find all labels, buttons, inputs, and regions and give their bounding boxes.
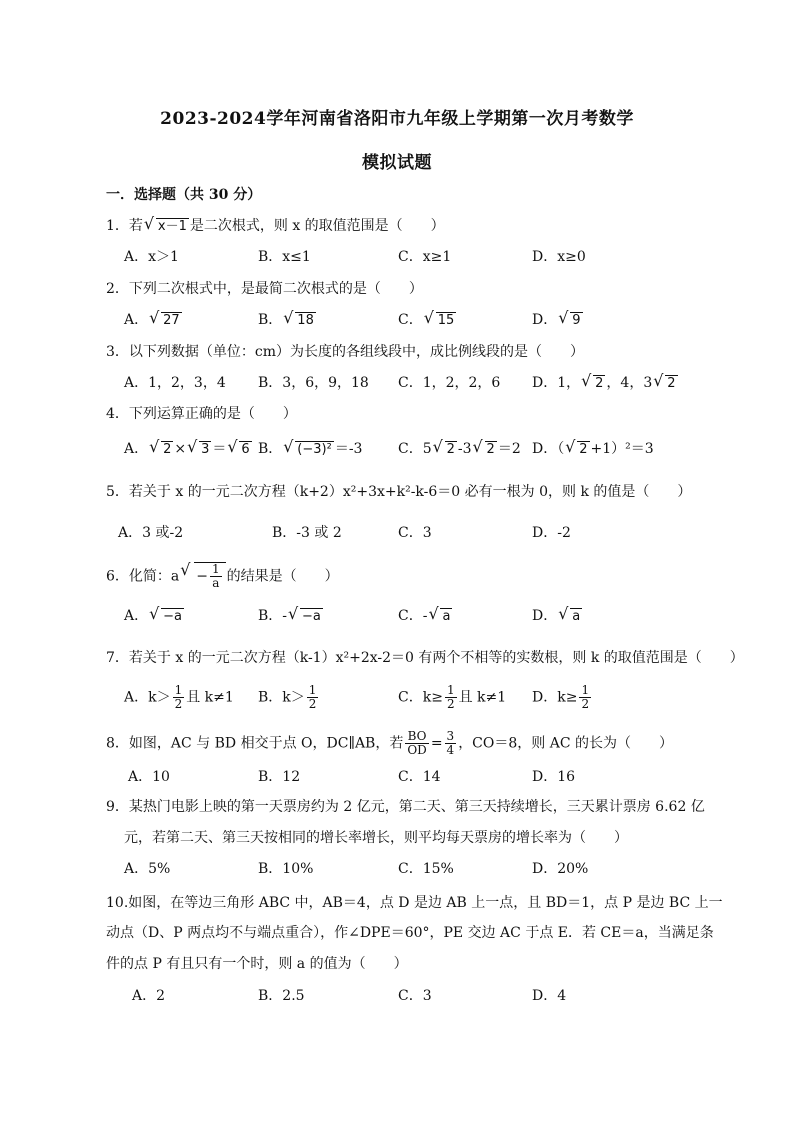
question-number: 9． [106, 799, 129, 815]
question-number: 10. [106, 895, 129, 911]
sqrt-fraction: √ − $\frac{1}{a}$ [180, 562, 225, 590]
question-1: 1．若√ x－1 是二次根式，则 x 的取值范围是（ ） [106, 216, 445, 237]
question-9-line-2: 元，若第二天、第三天按相同的增长率增长，则平均每天票房的增长率为（ ） [124, 830, 628, 846]
option-c: C．3 [398, 988, 432, 1004]
section-heading: 一．选择题（共 30 分） [106, 187, 262, 203]
option-c: C．5√ 2 -3√ 2 ＝2 [398, 439, 521, 460]
option-d: D．20% [532, 861, 589, 877]
question-10-line-3: 件的点 P 有且只有一个时，则 a 的值为（ ） [106, 956, 408, 972]
question-number: 2． [106, 281, 129, 297]
question-10-line-2: 动点（D、P 两点均不与端点重合），作∠DPE＝60°，PE 交边 AC 于点 E．若 CE＝a，当满足条 [106, 925, 714, 941]
option-a: A．10 [128, 769, 170, 785]
option-c: C．√ 15 [398, 310, 457, 331]
question-number: 8． [106, 735, 129, 752]
option-c: C．14 [398, 769, 441, 785]
question-3: 3．以下列数据（单位：cm）为长度的各组线段中，成比例线段的是（ ） [106, 344, 585, 360]
question-number: 3． [106, 344, 129, 360]
question-7: 7．若关于 x 的一元二次方程（k-1）x²+2x-2＝0 有两个不相等的实数根，则 k 的取值范围是（ ） [106, 650, 744, 666]
question-8: 8．如图，AC 与 BD 相交于点 O，DC∥AB，若 $\frac{BO}{OD}$ = $\frac{3}{4}$ ，CO＝8，则 AC 的长为（ ） [106, 729, 674, 757]
option-c: C．x≥1 [398, 249, 452, 265]
option-d: D．16 [532, 769, 576, 785]
option-d: D．（√ 2 +1）²＝3 [532, 439, 654, 460]
option-a: A．√ 27 [124, 310, 183, 331]
option-b: B．√ (−3)² ＝-3 [258, 439, 362, 460]
option-c: C．-√ a [398, 606, 453, 627]
option-b: B．10% [258, 861, 314, 877]
question-number: 1． [106, 218, 129, 234]
option-d: D．4 [532, 988, 567, 1004]
question-number: 4． [106, 406, 129, 422]
option-d: D．1，√ 2 ，4，3√ 2 [532, 373, 679, 394]
question-5: 5．若关于 x 的一元二次方程（k+2）x²+3x+k²-k-6＝0 必有一根为 0，则 k 的值是（ ） [106, 484, 692, 500]
exam-title-line2: 模拟试题 [362, 153, 432, 173]
option-c: C．15% [398, 861, 454, 877]
option-c: C．1，2，2，6 [398, 375, 501, 391]
option-b: B．12 [258, 769, 301, 785]
option-c: C．k≥ $\frac{1}{2}$ 且 k≠1 [398, 683, 507, 711]
option-c: C．3 [398, 525, 432, 541]
option-a: A．5% [124, 861, 171, 877]
option-d: D．x≥0 [532, 249, 586, 265]
option-a: A．√ −a [124, 606, 185, 627]
option-b: B．3，6，9，18 [258, 375, 369, 391]
question-4: 4．下列运算正确的是（ ） [106, 406, 297, 422]
option-b: B．-√ −a [258, 606, 324, 627]
option-a: A．1，2，3，4 [124, 375, 226, 391]
option-a: A．3 或-2 [118, 525, 184, 541]
option-a: A．√ 2 ×√ 3 ＝√ 6 [124, 439, 253, 460]
question-6: 6．化简：a√ − $\frac{1}{a}$ 的结果是（ ） [106, 562, 339, 590]
option-b: B．-3 或 2 [272, 525, 342, 541]
question-number: 5． [106, 484, 129, 500]
option-d: D．√ a [532, 606, 583, 627]
question-number: 6． [106, 568, 129, 585]
option-b: B．k＞ $\frac{1}{2}$ [258, 683, 317, 711]
option-d: D．k≥ $\frac{1}{2}$ [532, 683, 590, 711]
question-number: 7． [106, 650, 129, 666]
sqrt-expression: √ x－1 [144, 216, 189, 237]
option-d: D．√ 9 [532, 310, 584, 331]
option-a: A．x＞1 [124, 249, 179, 265]
option-a: A．2 [132, 988, 166, 1004]
option-b: B．x≤1 [258, 249, 311, 265]
option-d: D．-2 [532, 525, 571, 541]
question-10: 10.如图，在等边三角形 ABC 中，AB＝4，点 D 是边 AB 上一点，且 BD＝1，点 P 是边 BC 上一 [106, 895, 723, 911]
option-a: A．k＞ $\frac{1}{2}$ 且 k≠1 [124, 683, 234, 711]
question-2: 2．下列二次根式中，是最简二次根式的是（ ） [106, 281, 423, 297]
option-b: B．2.5 [258, 988, 305, 1004]
option-b: B．√ 18 [258, 310, 317, 331]
question-9: 9．某热门电影上映的第一天票房约为 2 亿元，第二天、第三天持续增长，三天累计票房 6.62 亿 [106, 799, 705, 815]
exam-title-line1: 2023-2024学年河南省洛阳市九年级上学期第一次月考数学 [160, 109, 634, 129]
